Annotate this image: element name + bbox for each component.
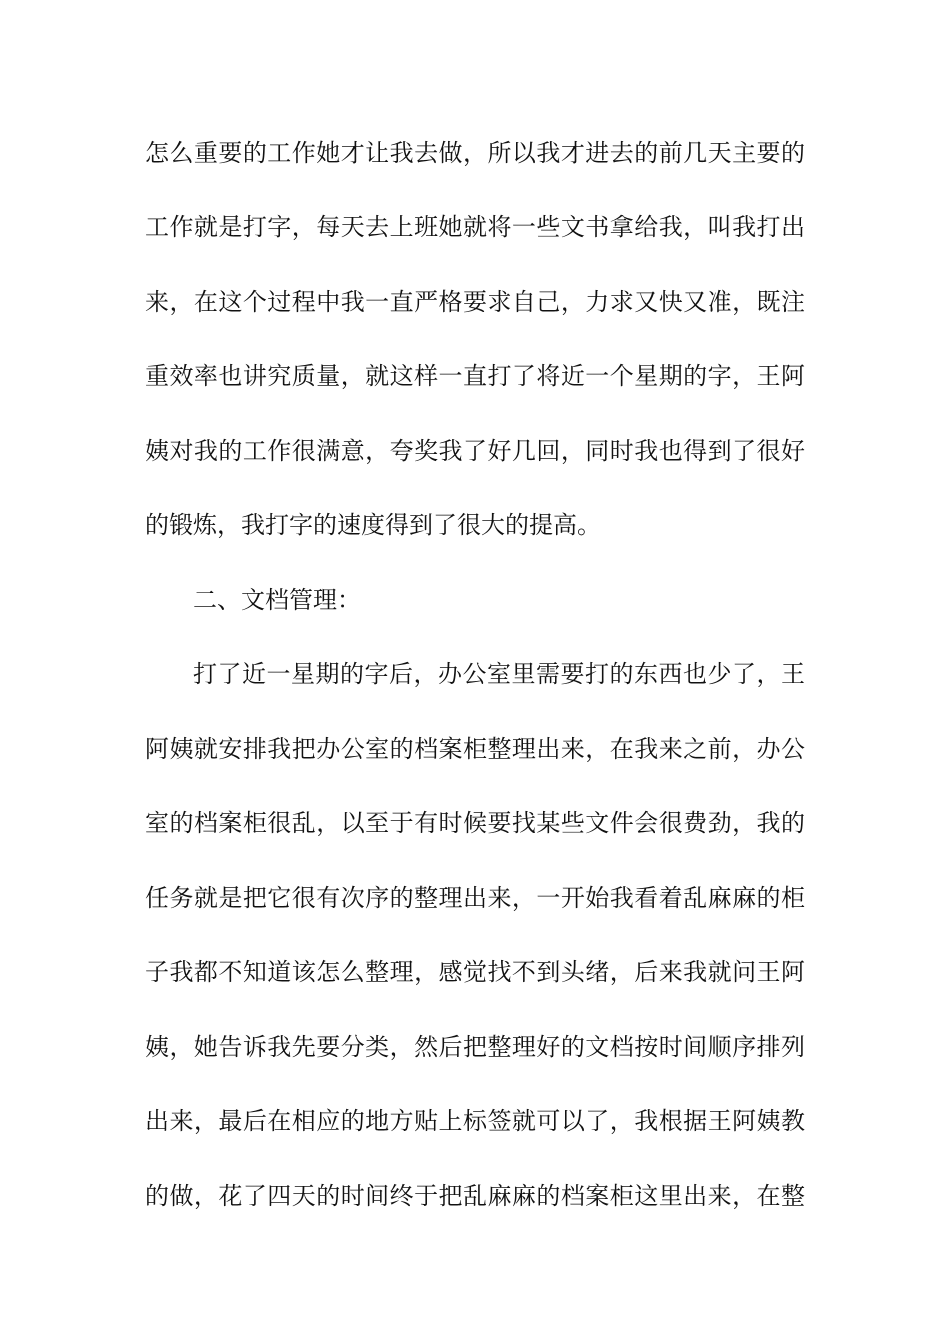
text-line: 阿姨就安排我把办公室的档案柜整理出来，在我来之前，办公 [145, 735, 805, 763]
text-line: 来，在这个过程中我一直严格要求自己，力求又快又准，既注 [145, 288, 805, 316]
text-line: 怎么重要的工作她才让我去做，所以我才进去的前几天主要的 [145, 139, 805, 167]
text-line: 的做，花了四天的时间终于把乱麻麻的档案柜这里出来，在整 [145, 1182, 805, 1210]
text-line: 工作就是打字，每天去上班她就将一些文书拿给我，叫我打出 [145, 213, 805, 241]
text-line: 出来，最后在相应的地方贴上标签就可以了，我根据王阿姨教 [145, 1107, 805, 1135]
text-line: 任务就是把它很有次序的整理出来，一开始我看着乱麻麻的柜 [145, 884, 805, 912]
section-heading: 二、文档管理： [193, 586, 361, 614]
text-line: 姨对我的工作很满意，夸奖我了好几回，同时我也得到了很好 [145, 437, 805, 465]
text-line: 姨，她告诉我先要分类，然后把整理好的文档按时间顺序排列 [145, 1033, 805, 1061]
text-line: 的锻炼，我打字的速度得到了很大的提高。 [145, 511, 601, 539]
text-line: 室的档案柜很乱，以至于有时候要找某些文件会很费劲，我的 [145, 809, 805, 837]
text-line: 重效率也讲究质量，就这样一直打了将近一个星期的字，王阿 [145, 362, 805, 390]
text-line: 打了近一星期的字后，办公室里需要打的东西也少了，王 [193, 660, 805, 688]
text-line: 子我都不知道该怎么整理，感觉找不到头绪，后来我就问王阿 [145, 958, 805, 986]
